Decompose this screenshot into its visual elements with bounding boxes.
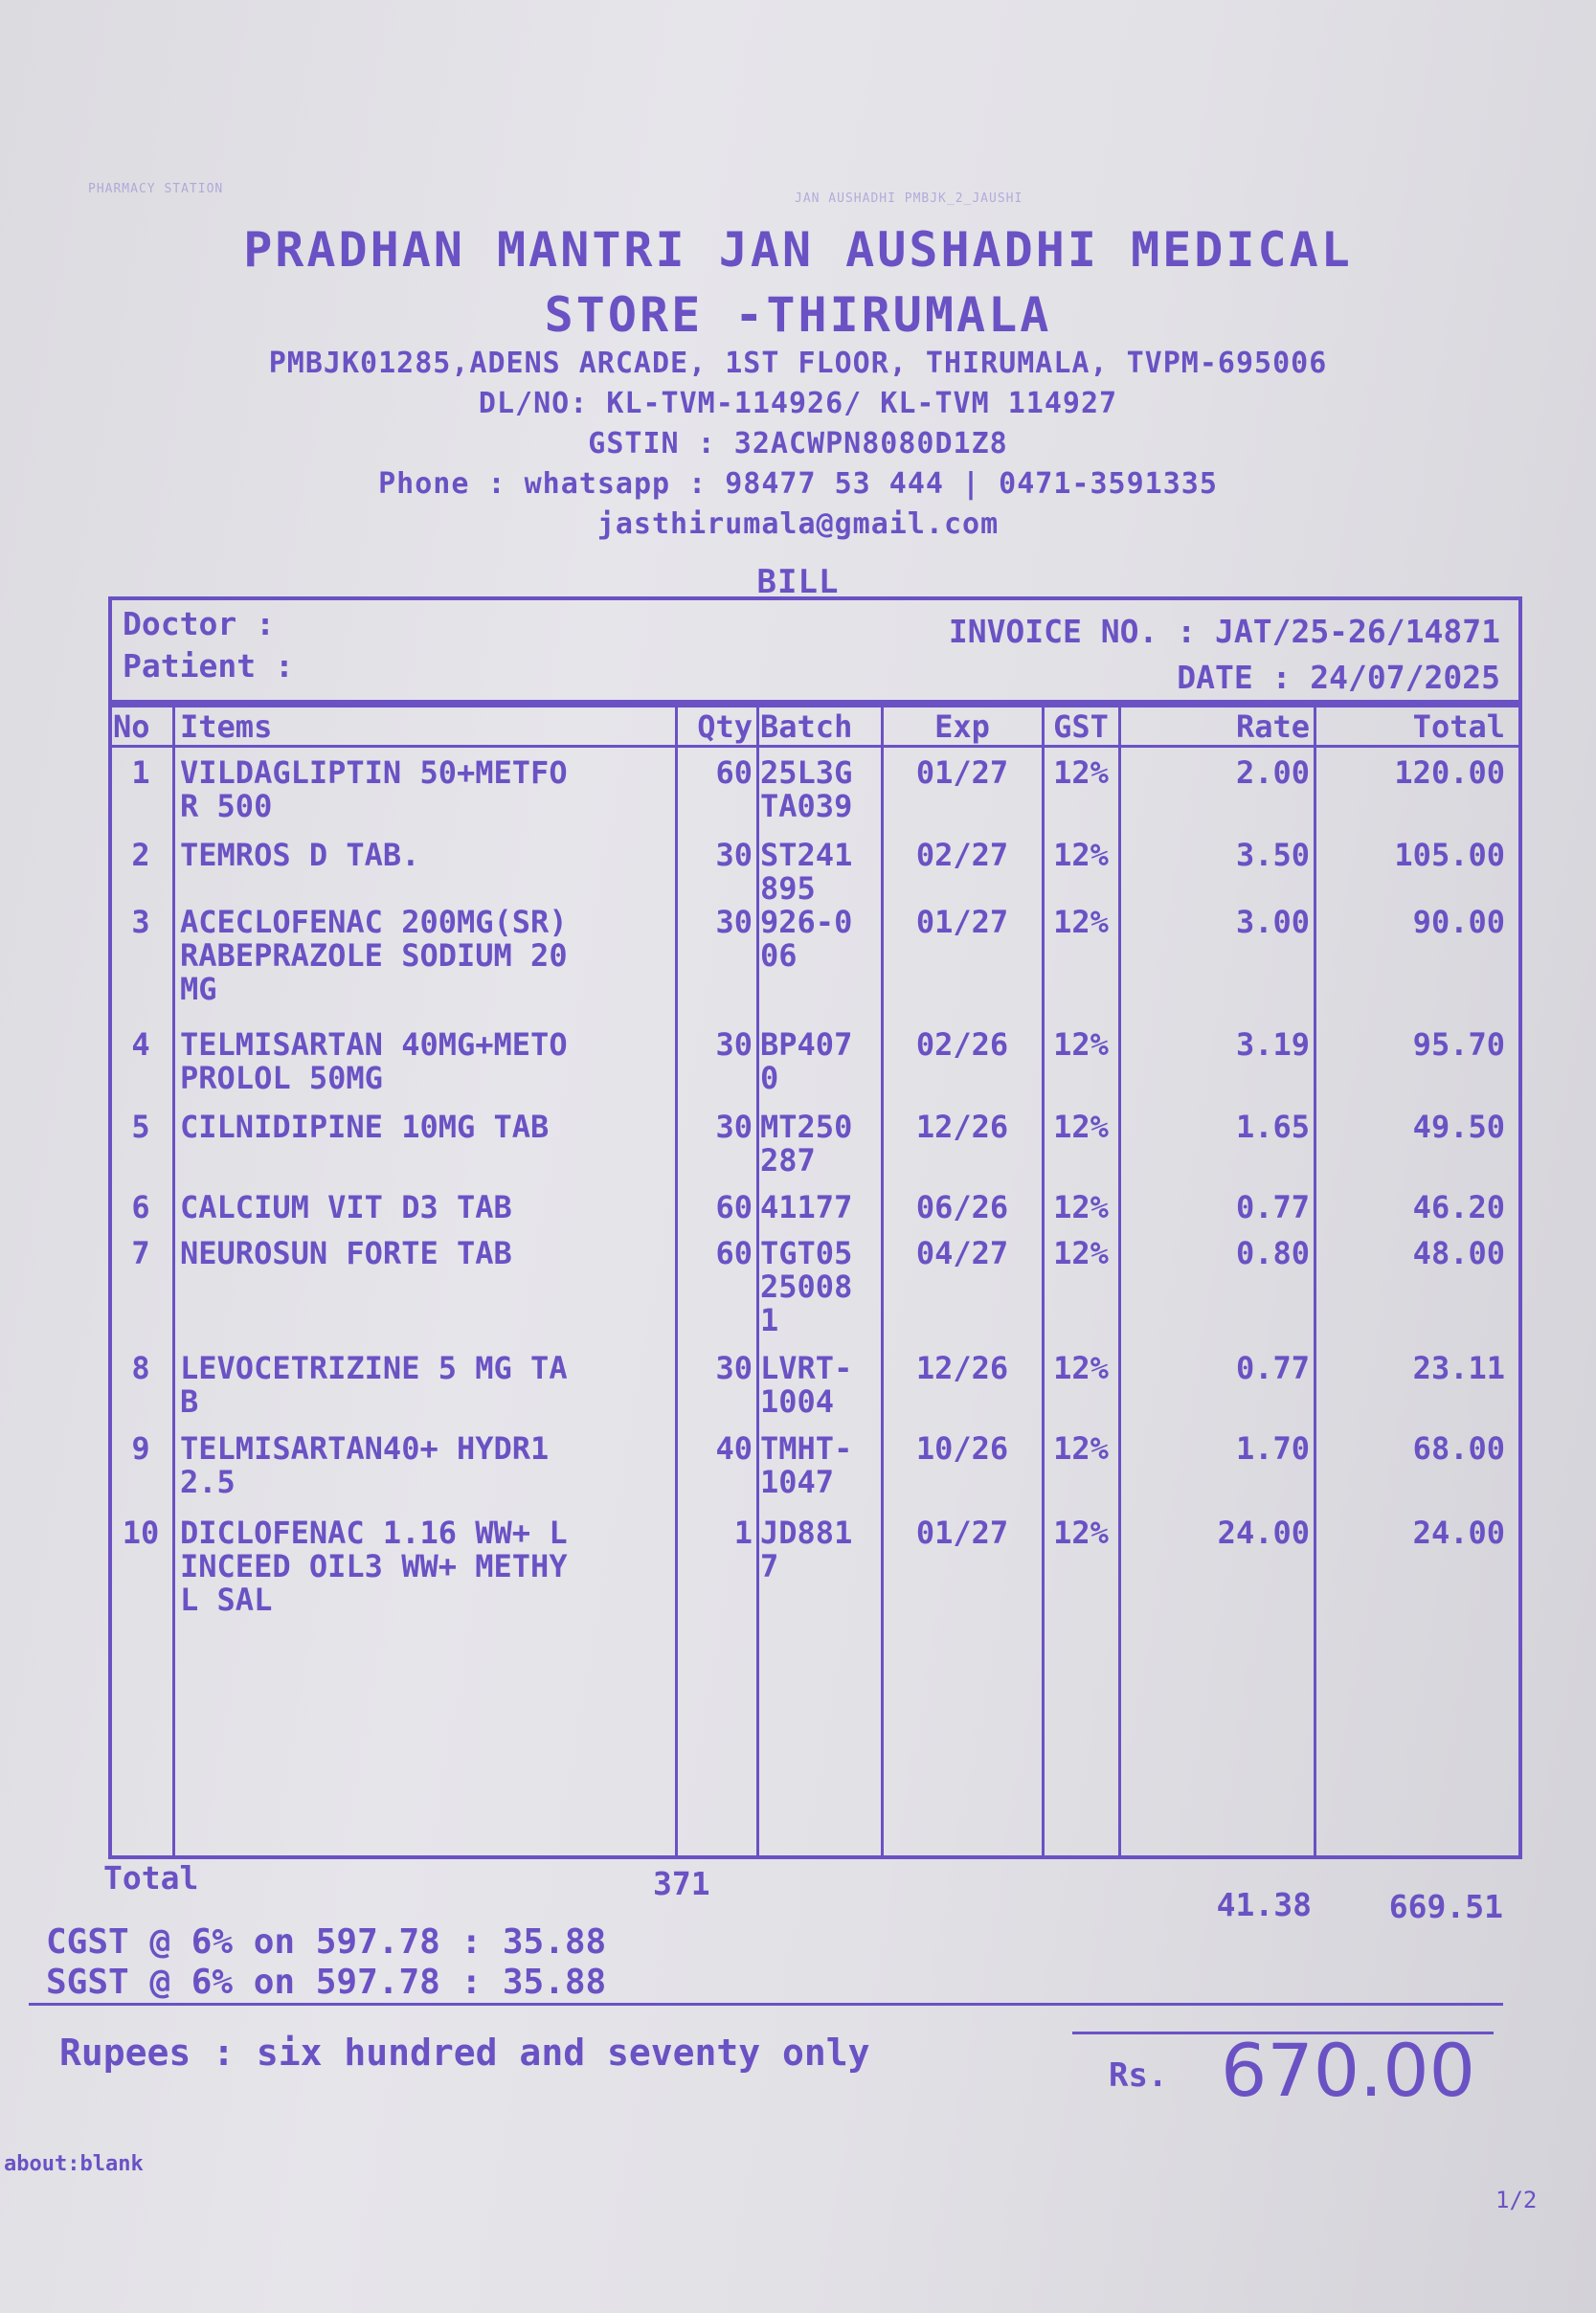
patient-label: Patient :: [123, 647, 294, 685]
sgst-line: SGST @ 6% on 597.78 : 35.88: [46, 1963, 607, 2002]
total-qty: 371: [653, 1865, 710, 1902]
row-5-exp: 12/26: [915, 1109, 1009, 1145]
row-10-rate: 24.00: [1217, 1515, 1310, 1551]
row-8-rate: 0.77: [1235, 1350, 1310, 1386]
row-4-rate: 3.19: [1235, 1026, 1310, 1063]
total-amount: 669.51: [1388, 1888, 1503, 1925]
doctor-label: Doctor :: [123, 605, 275, 642]
row-2-total: 105.00: [1394, 837, 1505, 873]
row-4-batch: BP407 0: [760, 1026, 853, 1096]
column-header-rate: Rate: [1235, 708, 1310, 745]
row-7-batch: TGT05 25008 1: [760, 1235, 853, 1338]
total-gst: 41.38: [1216, 1886, 1312, 1923]
row-7-qty: 60: [715, 1235, 753, 1271]
row-7-no: 7: [131, 1235, 150, 1271]
row-9-exp: 10/26: [915, 1430, 1009, 1467]
row-4-total: 95.70: [1412, 1026, 1505, 1063]
header-divider: [108, 745, 1522, 748]
bill-title: BILL: [756, 563, 840, 601]
row-6-no: 6: [131, 1189, 150, 1225]
col-divider-no: [172, 704, 175, 1859]
faint-print-right: JAN AUSHADHI PMBJK_2_JAUSHI: [795, 191, 1023, 206]
row-10-gst: 12%: [1053, 1515, 1109, 1551]
column-header-no: No: [113, 708, 150, 745]
row-8-qty: 30: [715, 1350, 753, 1386]
col-divider-rate: [1314, 704, 1316, 1859]
row-8-gst: 12%: [1053, 1350, 1109, 1386]
row-9-total: 68.00: [1412, 1430, 1505, 1467]
row-7-item: NEUROSUN FORTE TAB: [180, 1235, 512, 1271]
row-9-item: TELMISARTAN40+ HYDR1 2.5: [180, 1430, 550, 1500]
row-6-gst: 12%: [1053, 1189, 1109, 1225]
footer-url: about:blank: [4, 2152, 144, 2176]
rs-label: Rs.: [1109, 2056, 1168, 2095]
row-7-rate: 0.80: [1235, 1235, 1310, 1271]
email: jasthirumala@gmail.com: [596, 507, 1000, 541]
row-5-qty: 30: [715, 1109, 753, 1145]
row-3-item: ACECLOFENAC 200MG(SR) RABEPRAZOLE SODIUM 20 MG: [180, 904, 568, 1007]
row-6-total: 46.20: [1412, 1189, 1505, 1225]
row-3-batch: 926-0 06: [760, 904, 853, 974]
dl-number: DL/NO: KL-TVM-114926/ KL-TVM 114927: [478, 387, 1118, 420]
row-2-no: 2: [131, 837, 150, 873]
row-2-item: TEMROS D TAB.: [180, 837, 420, 873]
column-header-total: Total: [1412, 708, 1505, 745]
row-1-rate: 2.00: [1235, 754, 1310, 791]
store-name-line2: STORE -THIRUMALA: [544, 287, 1052, 343]
column-header-qty: Qty: [697, 708, 753, 745]
page-number: 1/2: [1495, 2187, 1538, 2213]
row-5-gst: 12%: [1053, 1109, 1109, 1145]
store-address: PMBJK01285,ADENS ARCADE, 1ST FLOOR, THIRUMALA, TVPM-695006: [268, 347, 1328, 380]
gstin: GSTIN : 32ACWPN8080D1Z8: [588, 427, 1008, 460]
faint-print-left: PHARMACY STATION: [88, 182, 224, 196]
row-1-batch: 25L3G TA039: [760, 754, 853, 824]
row-2-qty: 30: [715, 837, 753, 873]
row-6-exp: 06/26: [915, 1189, 1009, 1225]
row-8-exp: 12/26: [915, 1350, 1009, 1386]
row-1-gst: 12%: [1053, 754, 1109, 791]
row-10-no: 10: [122, 1515, 160, 1551]
summary-divider: [29, 2003, 1503, 2006]
row-5-total: 49.50: [1412, 1109, 1505, 1145]
row-8-no: 8: [131, 1350, 150, 1386]
col-divider-batch: [881, 704, 884, 1859]
row-10-qty: 1: [733, 1515, 753, 1551]
row-2-batch: ST241 895: [760, 837, 853, 907]
row-1-total: 120.00: [1394, 754, 1505, 791]
row-3-rate: 3.00: [1235, 904, 1310, 940]
row-2-gst: 12%: [1053, 837, 1109, 873]
col-divider-gst: [1118, 704, 1121, 1859]
row-8-item: LEVOCETRIZINE 5 MG TA B: [180, 1350, 568, 1420]
column-header-item: Items: [180, 708, 273, 745]
invoice-number: INVOICE NO. : JAT/25-26/14871: [948, 613, 1500, 650]
row-6-item: CALCIUM VIT D3 TAB: [180, 1189, 512, 1225]
row-3-no: 3: [131, 904, 150, 940]
row-1-item: VILDAGLIPTIN 50+METFO R 500: [180, 754, 568, 824]
col-divider-exp: [1042, 704, 1045, 1859]
grand-total: 670.00: [1221, 2028, 1475, 2113]
row-6-rate: 0.77: [1235, 1189, 1310, 1225]
col-divider-qty: [756, 704, 759, 1859]
row-2-exp: 02/27: [915, 837, 1009, 873]
row-3-total: 90.00: [1412, 904, 1505, 940]
row-3-qty: 30: [715, 904, 753, 940]
row-10-total: 24.00: [1412, 1515, 1505, 1551]
row-5-rate: 1.65: [1235, 1109, 1310, 1145]
col-divider-items: [675, 704, 678, 1859]
row-6-qty: 60: [715, 1189, 753, 1225]
column-header-batch: Batch: [760, 708, 853, 745]
row-9-batch: TMHT- 1047: [760, 1430, 853, 1500]
amount-in-words: Rupees : six hundred and seventy only: [59, 2032, 870, 2074]
row-9-gst: 12%: [1053, 1430, 1109, 1467]
row-7-total: 48.00: [1412, 1235, 1505, 1271]
row-7-exp: 04/27: [915, 1235, 1009, 1271]
column-header-exp: Exp: [934, 708, 990, 745]
row-10-item: DICLOFENAC 1.16 WW+ L INCEED OIL3 WW+ METHY L SAL: [180, 1515, 568, 1618]
row-4-item: TELMISARTAN 40MG+METO PROLOL 50MG: [180, 1026, 568, 1096]
row-8-total: 23.11: [1412, 1350, 1505, 1386]
row-6-batch: 41177: [760, 1189, 853, 1225]
column-header-gst: GST: [1053, 708, 1109, 745]
row-7-gst: 12%: [1053, 1235, 1109, 1271]
invoice-date: DATE : 24/07/2025: [1177, 659, 1500, 696]
row-3-exp: 01/27: [915, 904, 1009, 940]
row-2-rate: 3.50: [1235, 837, 1310, 873]
row-4-no: 4: [131, 1026, 150, 1063]
total-label: Total: [103, 1859, 199, 1897]
row-4-exp: 02/26: [915, 1026, 1009, 1063]
row-9-no: 9: [131, 1430, 150, 1467]
cgst-line: CGST @ 6% on 597.78 : 35.88: [46, 1922, 607, 1962]
row-1-exp: 01/27: [915, 754, 1009, 791]
row-10-batch: JD881 7: [760, 1515, 853, 1584]
row-3-gst: 12%: [1053, 904, 1109, 940]
row-4-qty: 30: [715, 1026, 753, 1063]
row-8-batch: LVRT- 1004: [760, 1350, 853, 1420]
row-5-no: 5: [131, 1109, 150, 1145]
row-1-qty: 60: [715, 754, 753, 791]
phone: Phone : whatsapp : 98477 53 444 | 0471-3591335: [378, 467, 1218, 501]
row-5-batch: MT250 287: [760, 1109, 853, 1179]
row-4-gst: 12%: [1053, 1026, 1109, 1063]
row-1-no: 1: [131, 754, 150, 791]
row-9-qty: 40: [715, 1430, 753, 1467]
row-5-item: CILNIDIPINE 10MG TAB: [180, 1109, 550, 1145]
row-10-exp: 01/27: [915, 1515, 1009, 1551]
row-9-rate: 1.70: [1235, 1430, 1310, 1467]
store-name-line1: PRADHAN MANTRI JAN AUSHADHI MEDICAL: [243, 222, 1353, 278]
